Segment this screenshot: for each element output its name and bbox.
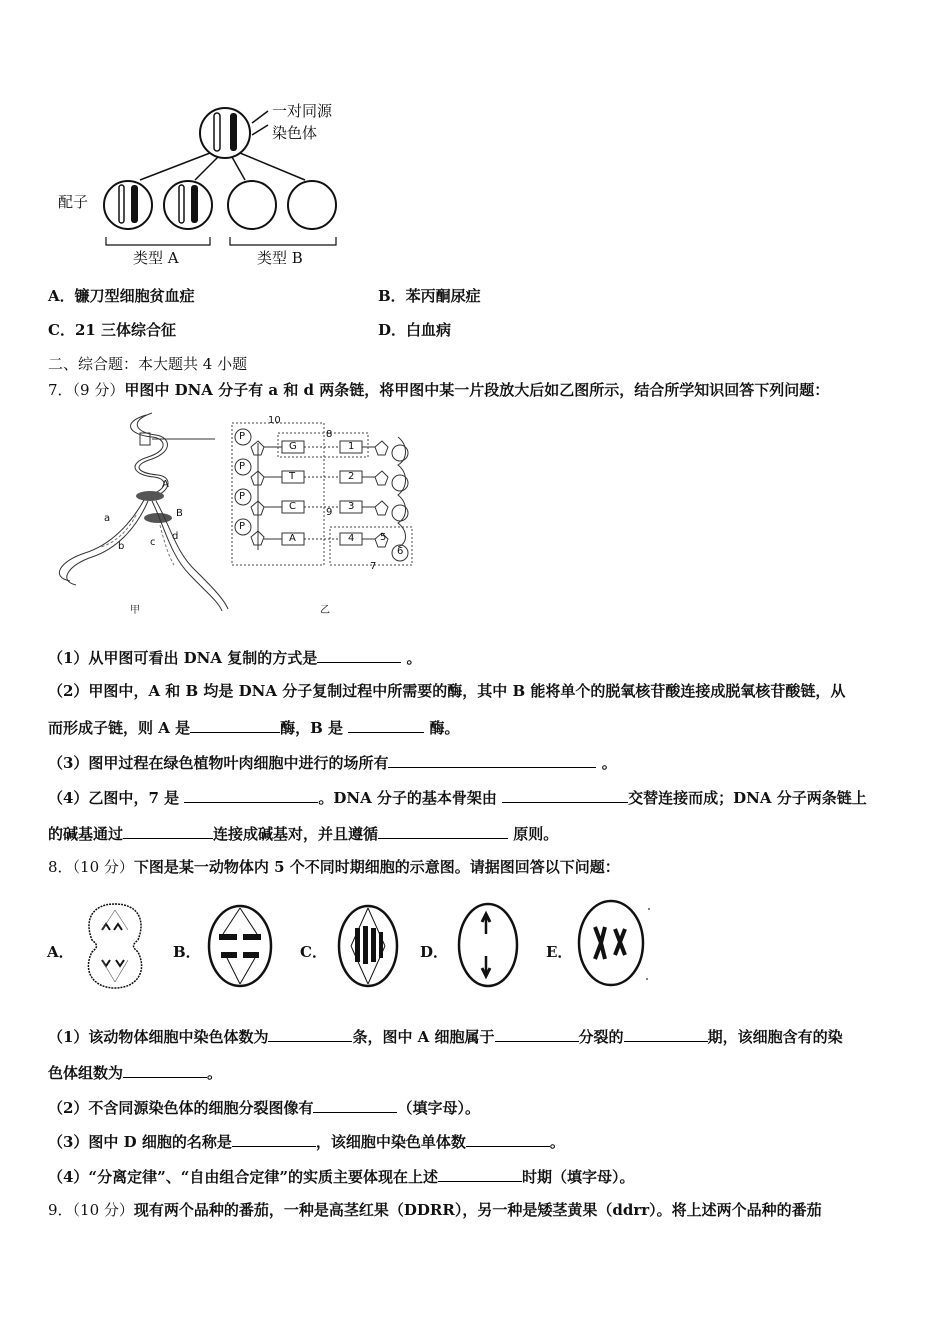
cell-label-d: D． — [420, 943, 449, 961]
q9-stem-line — [48, 1200, 822, 1220]
q8-sub1-end: 。 — [207, 1064, 223, 1082]
q7-sub1 — [48, 647, 422, 668]
yi-label-7: 7 — [370, 561, 377, 572]
q8-blank-1[interactable] — [268, 1026, 352, 1042]
option-b: B．苯丙酮尿症 — [378, 287, 481, 305]
q7-sub2-line2 — [48, 717, 459, 738]
q7-blank-4[interactable] — [388, 752, 596, 768]
q7-sub4-mid1: 。DNA 分子的基本骨架由 — [318, 789, 497, 807]
q8-sub2-end: （填字母）。 — [397, 1099, 480, 1117]
q7-stem-line — [48, 380, 829, 400]
q8-sub3 — [48, 1131, 565, 1152]
q7-sub1-text: （1）从甲图可看出 DNA 复制的方式是 — [48, 649, 318, 667]
cell-c-svg — [335, 902, 401, 990]
q7-sub3-text: （3）图甲过程在绿色植物叶肉细胞中进行的场所有 — [48, 754, 389, 772]
gamete-label: 配子 — [58, 193, 89, 211]
q7-stem: 甲图中 DNA 分子有 a 和 d 两条链，将甲图中某一片段放大后如乙图所示，结合所学知识回答下列问题： — [124, 381, 830, 399]
yi-num-3: 3 — [348, 501, 355, 512]
q7-sub3-end: 。 — [601, 754, 617, 772]
jia-label-B: B — [176, 508, 183, 519]
cell-label-a: A． — [47, 943, 74, 961]
yi-label-10: 10 — [268, 415, 281, 426]
q8-number: 8． — [48, 858, 73, 876]
q7-sub4-text: （4）乙图中，7 是 — [48, 789, 180, 807]
q8-blank-4[interactable] — [123, 1062, 207, 1078]
jia-caption: 甲 — [130, 605, 140, 616]
yi-num-6: 6 — [397, 546, 404, 557]
yi-label-9: 9 — [326, 507, 333, 518]
q7-blank-3[interactable] — [348, 717, 424, 733]
figure-jia — [40, 405, 230, 615]
q8-blank-3[interactable] — [624, 1026, 708, 1042]
cell-figure-c — [335, 902, 401, 994]
q8-blank-6[interactable] — [232, 1131, 316, 1147]
q7-sub2-line1: （2）甲图中，A 和 B 均是 DNA 分子复制过程中所需要的酶，其中 B 能将单个的脱氧核苷酸连接成脱氧核苷酸链，从 — [48, 682, 846, 700]
q7-sub4-mid3: 连接成碱基对，并且遵循 — [213, 825, 379, 843]
q8-sub1-line2 — [48, 1062, 222, 1083]
q8-sub1-line1 — [48, 1026, 843, 1047]
jia-label-d: d — [172, 531, 179, 542]
q7-score: （9 分） — [72, 381, 125, 399]
q7-blank-1[interactable] — [317, 647, 401, 663]
yi-base-C: C — [289, 501, 296, 512]
q8-sub4-text: （4）“分离定律”、“自由组合定律”的实质主要体现在上述 — [48, 1168, 438, 1186]
q7-sub4-line2 — [48, 823, 558, 844]
yi-phosphate-1: P — [239, 431, 246, 442]
jia-label-b: b — [118, 541, 125, 552]
q8-blank-8[interactable] — [438, 1166, 522, 1182]
yi-phosphate-2: P — [239, 461, 246, 472]
yi-base-T: T — [289, 471, 296, 482]
q9-number: 9． — [48, 1201, 73, 1219]
q8-sub1-mid1: 条，图中 A 细胞属于 — [352, 1028, 495, 1046]
option-c: C．21 三体综合征 — [48, 321, 177, 339]
q8-score: （10 分） — [72, 858, 134, 876]
cell-label-b: B． — [173, 943, 201, 961]
q8-blank-7[interactable] — [466, 1131, 550, 1147]
option-a: A．镰刀型细胞贫血症 — [48, 287, 195, 305]
q8-sub4-end: 时期（填字母）。 — [521, 1168, 635, 1186]
yi-caption: 乙 — [320, 605, 330, 616]
q7-sub1-end: 。 — [406, 649, 422, 667]
jia-label-c: c — [150, 537, 156, 548]
cell-label-e: E． — [546, 943, 573, 961]
q7-blank-8[interactable] — [378, 823, 508, 839]
q7-sub4-line1 — [48, 787, 867, 808]
q8-sub2-text: （2）不含同源染色体的细胞分裂图像有 — [48, 1099, 314, 1117]
yi-base-G: G — [289, 441, 297, 452]
yi-phosphate-3: P — [239, 491, 246, 502]
q8-sub2 — [48, 1097, 480, 1118]
replication-fork-svg — [40, 405, 230, 615]
q8-sub1-mid3: 期，该细胞含有的染 — [707, 1028, 843, 1046]
q7-sub3 — [48, 752, 617, 773]
cell-figure-e — [575, 895, 657, 995]
q8-sub1-mid2: 分裂的 — [578, 1028, 624, 1046]
q8-sub1-text: （1）该动物体细胞中染色体数为 — [48, 1028, 269, 1046]
q8-stem-line — [48, 857, 620, 877]
q7-sub4-end: 原则。 — [513, 825, 559, 843]
yi-num-2: 2 — [348, 471, 355, 482]
q7-sub2-end: 酶。 — [429, 719, 460, 737]
q7-number: 7． — [48, 381, 73, 399]
q8-blank-2[interactable] — [495, 1026, 579, 1042]
cell-a-svg — [80, 900, 150, 990]
gamete-diagram-svg — [40, 95, 380, 275]
homolog-label-1: 一对同源 — [272, 102, 333, 120]
q7-sub4-mid2: 交替连接而成；DNA 分子两条链上 — [628, 789, 867, 807]
section-heading: 二、综合题：本大题共 4 小题 — [48, 355, 248, 373]
q8-blank-5[interactable] — [313, 1097, 397, 1113]
q7-blank-7[interactable] — [123, 823, 213, 839]
type-b-label: 类型 B — [257, 249, 303, 267]
cell-label-c: C． — [300, 943, 327, 961]
q7-sub4-text2: 的碱基通过 — [48, 825, 124, 843]
cell-figure-a — [80, 900, 150, 994]
q7-blank-2[interactable] — [190, 717, 280, 733]
q8-sub3-text: （3）图中 D 细胞的名称是 — [48, 1133, 232, 1151]
q7-blank-5[interactable] — [184, 787, 318, 803]
q8-sub3-mid: ，该细胞中染色单体数 — [315, 1133, 466, 1151]
q8-stem: 下图是某一动物体内 5 个不同时期细胞的示意图。请据图回答以下问题： — [133, 858, 620, 876]
cell-d-svg — [455, 900, 521, 990]
yi-num-4: 4 — [348, 533, 355, 544]
type-a-label: 类型 A — [133, 249, 179, 267]
q7-sub2-mid: 酶，B 是 — [280, 719, 343, 737]
yi-base-A: A — [289, 533, 296, 544]
cell-b-svg — [205, 902, 275, 990]
yi-num-5: 5 — [380, 532, 387, 543]
dna-structure-svg — [230, 415, 420, 615]
q8-sub4 — [48, 1166, 634, 1187]
q8-sub1-text2: 色体组数为 — [48, 1064, 124, 1082]
cell-e-svg — [575, 895, 657, 991]
q9-score: （10 分） — [72, 1201, 134, 1219]
option-d: D．白血病 — [378, 321, 452, 339]
jia-label-a: a — [104, 513, 111, 524]
q9-stem: 现有两个品种的番茄，一种是高茎红果（DDRR），另一种是矮茎黄果（ddrr）。将上述两个品种的番茄 — [133, 1201, 822, 1219]
figure-yi — [230, 415, 420, 615]
jia-label-A: A — [162, 479, 169, 490]
q7-sub2-text: 而形成子链，则 A 是 — [48, 719, 191, 737]
yi-phosphate-4: P — [239, 521, 246, 532]
yi-label-8: 8 — [326, 429, 333, 440]
yi-num-1: 1 — [348, 441, 355, 452]
cell-figure-b — [205, 902, 275, 994]
figure-gamete-diagram — [40, 95, 380, 275]
q7-blank-6[interactable] — [502, 787, 628, 803]
q8-sub3-end: 。 — [549, 1133, 565, 1151]
cell-figure-d — [455, 900, 521, 994]
homolog-label-2: 染色体 — [272, 124, 318, 142]
